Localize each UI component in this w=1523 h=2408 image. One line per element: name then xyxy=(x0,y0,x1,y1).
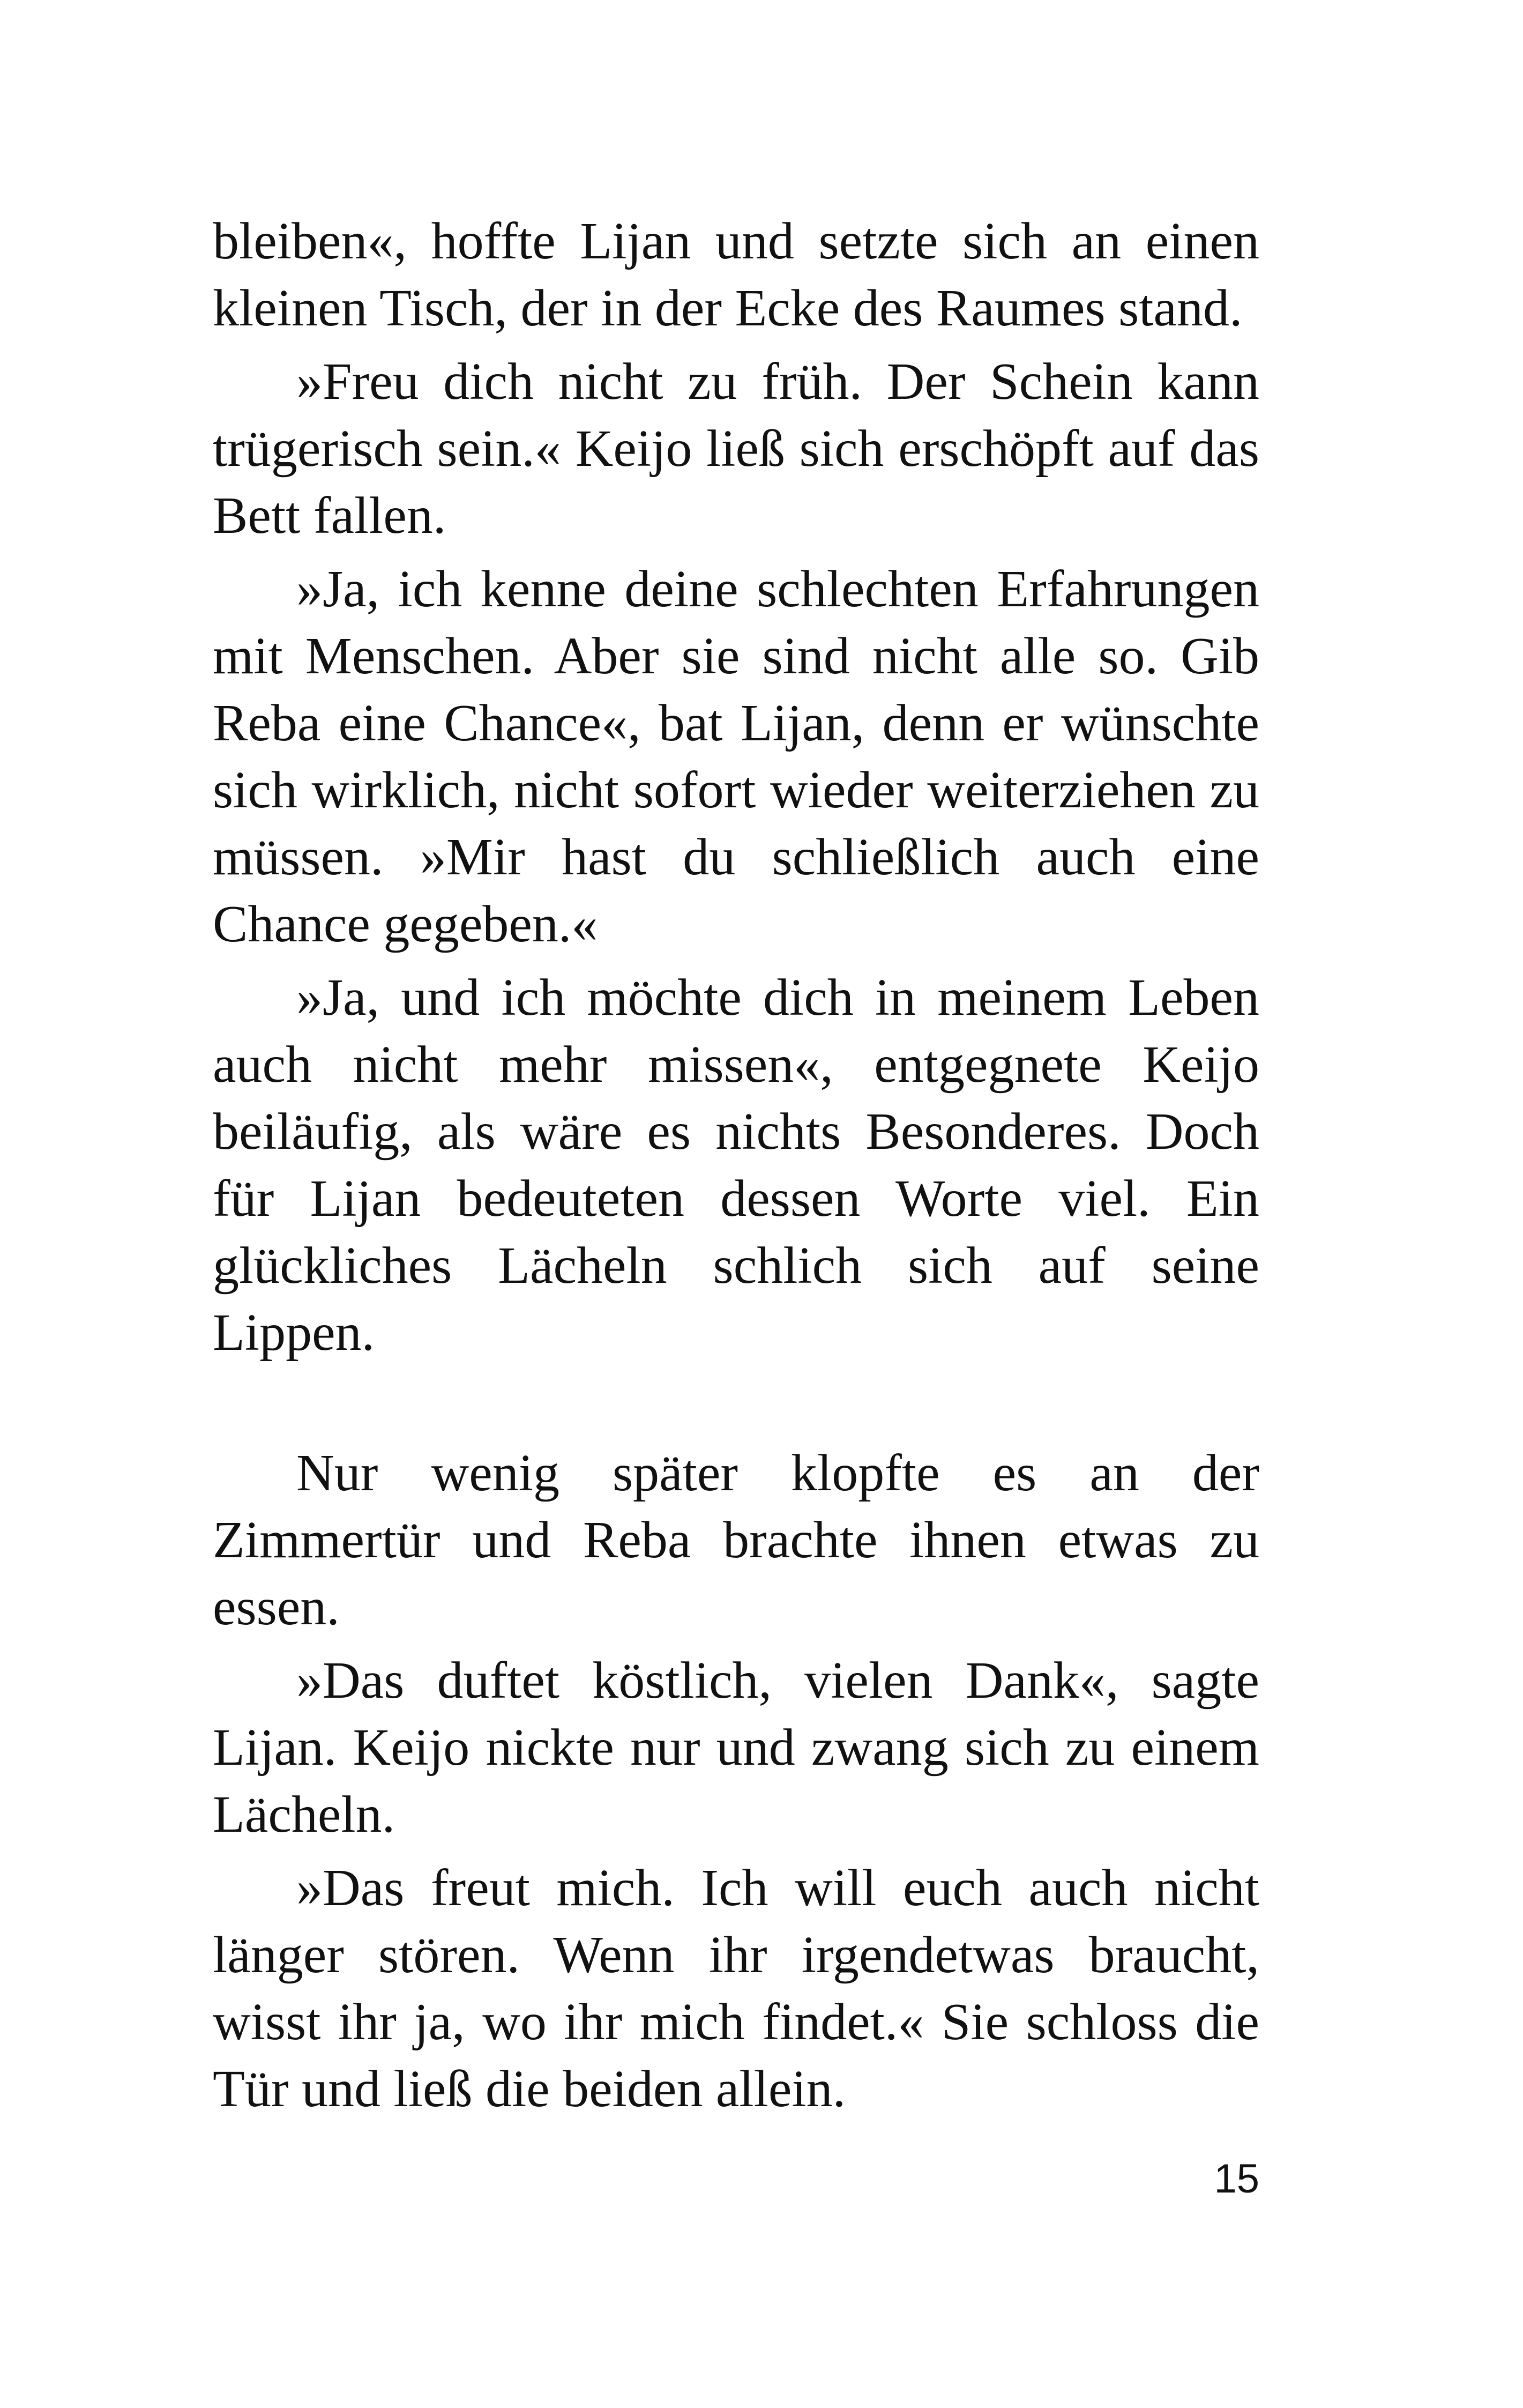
paragraph: bleiben«, hoffte Lijan und setzte sich an einen kleinen Tisch, der in der Ecke des Raumes stand. xyxy=(213,212,1259,337)
paragraph: »Ja, ich kenne deine schlechten Erfahrungen mit Menschen. Aber sie sind nicht alle so. Gib Reba eine Chance«, bat Lijan, denn er wünschte sich wirklich, nicht sofort wieder weiterziehen zu müssen. »Mir hast du schließlich auch eine Chance gegeben.« xyxy=(213,560,1259,953)
page-number: 15 xyxy=(1214,2156,1259,2202)
paragraph: »Das duftet köstlich, vielen Dank«, sagte Lijan. Keijo nickte nur und zwang sich zu einem Lächeln. xyxy=(213,1652,1259,1844)
body-text xyxy=(213,208,1259,2129)
paragraph: Nur wenig später klopfte es an der Zimmertür und Reba brachte ihnen etwas zu essen. xyxy=(213,1444,1259,1636)
paragraph: »Das freut mich. Ich will euch auch nicht länger stören. Wenn ihr irgendetwas braucht, wisst ihr ja, wo ihr mich findet.« Sie schloss die Tür und ließ die beiden allein. xyxy=(213,1859,1259,2118)
paragraph: »Ja, und ich möchte dich in meinem Leben auch nicht mehr missen«, entgegnete Keijo beiläufig, als wäre es nichts Besonderes. Doch für Lijan bedeuteten dessen Worte viel. Ein glückliches Lächeln schlich sich auf seine Lippen. xyxy=(213,969,1259,1362)
scene-break xyxy=(213,1373,1259,1440)
paragraph: »Freu dich nicht zu früh. Der Schein kann trügerisch sein.« Keijo ließ sich erschöpft auf das Bett fallen. xyxy=(213,353,1259,545)
